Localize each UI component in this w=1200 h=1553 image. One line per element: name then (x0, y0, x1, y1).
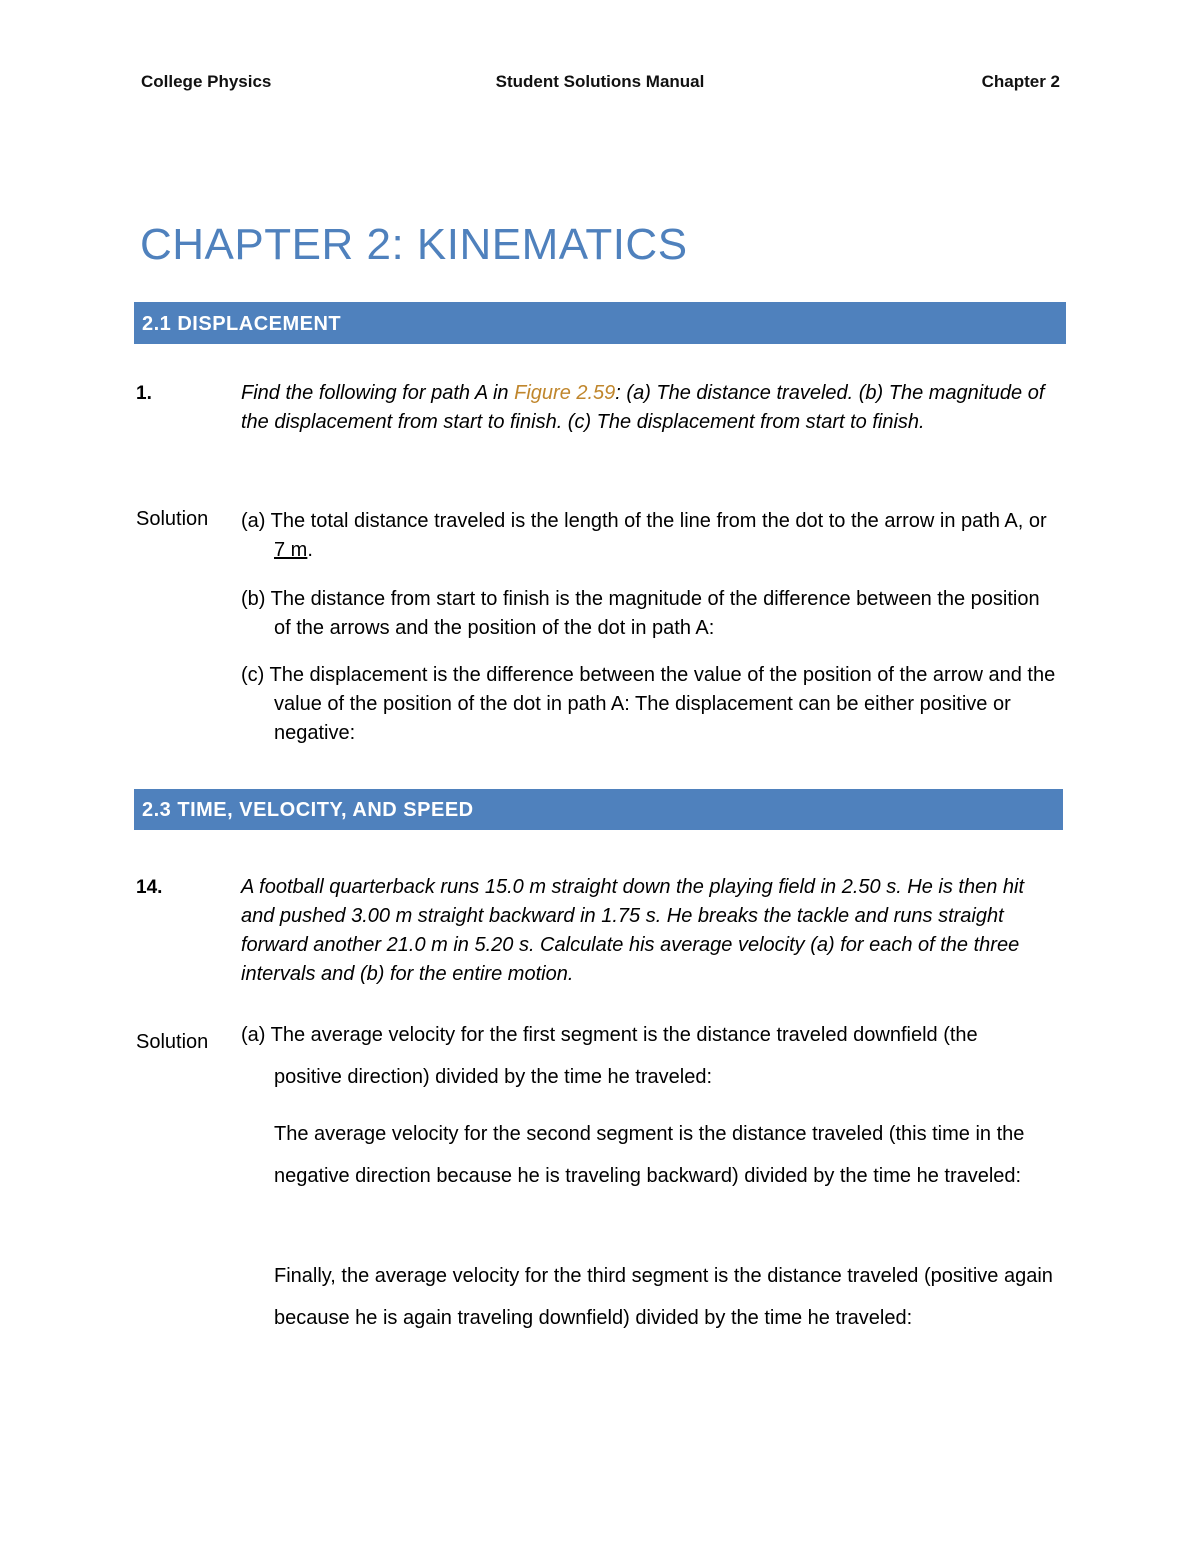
figure-link[interactable]: Figure 2.59 (514, 382, 616, 404)
section-heading-displacement: 2.1 DISPLACEMENT (134, 302, 1066, 344)
problem-text-post: : (a) The distance traveled. (b) The magnitude of the displacement from start to finish. (c) The displacement from start to finish. (241, 382, 1045, 433)
header-right: Chapter 2 (981, 72, 1060, 91)
solution-part-a-line1: (a) The average velocity for the first segment is the distance traveled downfield (the (241, 1024, 978, 1046)
solution-part-c: (c) The displacement is the difference between the value of the position of the arrow and the value of the position of the dot in path A: The displacement can be either positive or negative: (241, 664, 1056, 744)
section-heading-velocity: 2.3 TIME, VELOCITY, AND SPEED (134, 789, 1063, 830)
header-center: Student Solutions Manual (495, 72, 705, 91)
solution-part-a (241, 507, 1061, 565)
problem-text-pre: Find the following for path A in (241, 382, 515, 404)
problem-text (241, 379, 1061, 437)
solution-part-a-line2: positive direction) divided by the time he traveled: (274, 1066, 713, 1088)
solution-a-answer: 7 m (274, 539, 308, 561)
solution-a-text: (a) The total distance traveled is the length of the line from the dot to the arrow in path A, or (241, 510, 1047, 532)
solution-label: Solution (136, 1031, 209, 1053)
problem-text: A football quarterback runs 15.0 m straight down the playing field in 2.50 s. He is then hit and pushed 3.00 m straight backward in 1.75 s. He breaks the tackle and runs straight forward another 21.0 m in 5.20 s. Calculate his average velocity (a) for each of the three intervals and (b) for the entire motion. (241, 876, 1025, 985)
chapter-title: CHAPTER 2: KINEMATICS (140, 220, 688, 269)
solution-label: Solution (136, 508, 209, 530)
solution-part-b: (b) The distance from start to finish is the magnitude of the difference between the position of the arrows and the position of the dot in path A: (241, 588, 1040, 639)
problem-number: 14. (136, 877, 163, 898)
solution-a-end: . (307, 539, 313, 561)
problem-number: 1. (136, 383, 152, 404)
solution-second-segment: The average velocity for the second segment is the distance traveled (this time in the negative direction because he is traveling backward) divided by the time he traveled: (274, 1123, 1025, 1187)
header-left: College Physics (141, 72, 272, 91)
solution-third-segment: Finally, the average velocity for the third segment is the distance traveled (positive again because he is again traveling downfield) divided by the time he traveled: (274, 1265, 1053, 1329)
